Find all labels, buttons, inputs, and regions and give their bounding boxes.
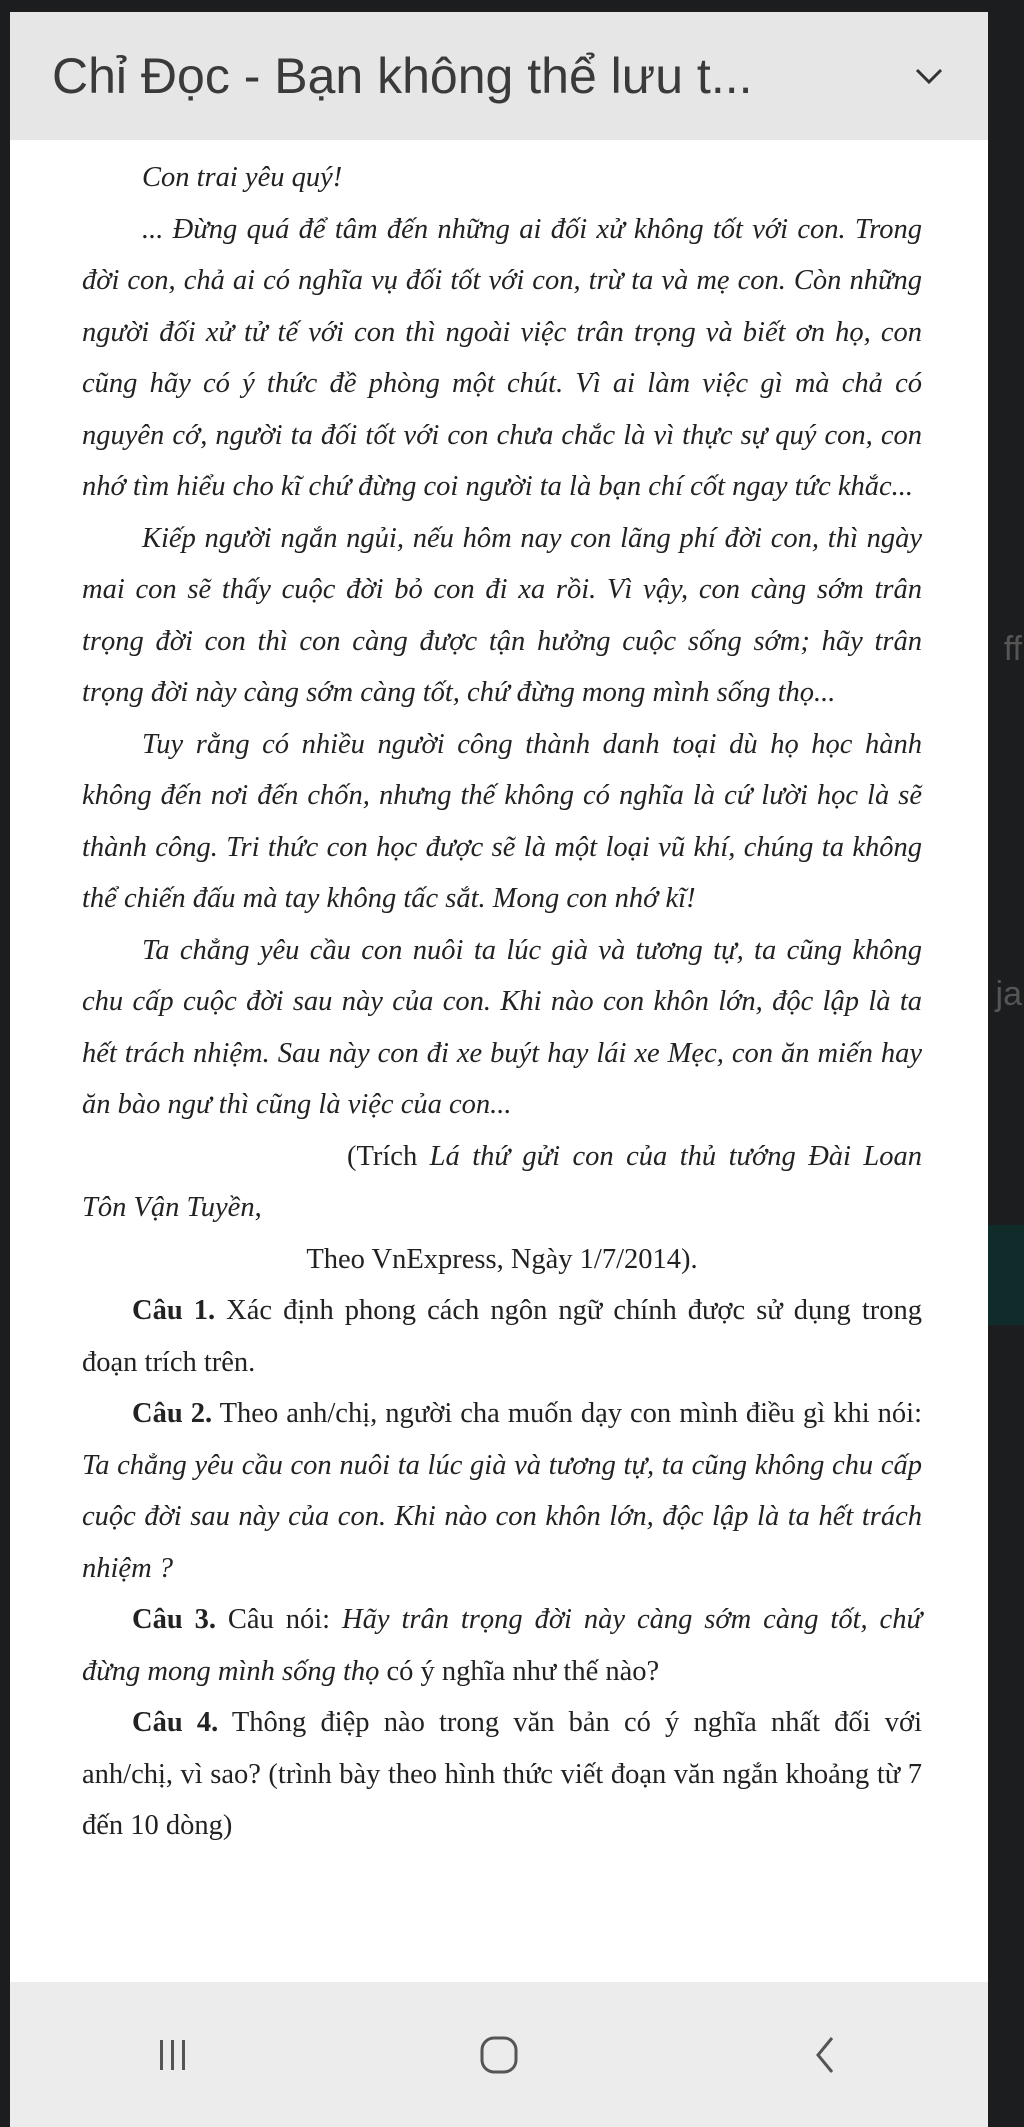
source-publisher: Theo VnExpress, Ngày 1/7/2014).: [306, 1243, 698, 1275]
question-text: Xác định phong cách ngôn ngữ chính được sử dụng trong đoạn trích trên.: [82, 1295, 922, 1378]
paragraph: Ta chẳng yêu cầu con nuôi ta lúc già và tương tự, ta cũng không chu cấp cuộc đời sau này của con. Khi nào con khôn lớn, độc lập là ta hết trách nhiệm. Sau này con đi xe buýt hay lái xe Mẹc, con ăn miến hay ăn bào ngư thì cũng là việc của con...: [82, 934, 922, 1120]
question-text: có ý nghĩa như thế nào?: [379, 1655, 660, 1687]
source-work: Lá thứ gửi con của thủ tướng Đài Loan Tôn Vận Tuyền: [82, 1140, 922, 1223]
document-body: [82, 152, 922, 1852]
recent-apps-icon[interactable]: [133, 2015, 213, 2095]
source-citation: [82, 1131, 922, 1234]
greeting: Con trai yêu quý!: [142, 162, 343, 193]
question-text: Theo anh/chị, người cha muốn dạy con mình điều gì khi nói:: [212, 1398, 922, 1429]
paragraph: Tuy rằng có nhiều người công thành danh toại dù họ học hành không đến nơi đến chốn, nhưng thế không có nghĩa là cứ lười học là sẽ thành công. Tri thức con học được sẽ là một loại vũ khí, chúng ta không thể chiến đấu mà tay không tấc sắt. Mong con nhớ kĩ!: [82, 728, 922, 914]
question-2: [82, 1388, 922, 1594]
background-text-fragment: ff: [1003, 630, 1022, 668]
question-1: [82, 1285, 922, 1388]
question-quote: Hãy trân trọng đời này càng sớm càng tốt, chứ đừng mong mình sống thọ: [82, 1604, 922, 1687]
document-title: Chỉ Đọc - Bạn không thể lưu t...: [52, 48, 753, 104]
question-label: Câu 4.: [132, 1707, 219, 1738]
paragraph: Kiếp người ngắn ngủi, nếu hôm nay con lãng phí đời con, thì ngày mai con sẽ thấy cuộc đời bỏ con đi xa rồi. Vì vậy, con càng sớm trân trọng đời con thì con càng được tận hưởng cuộc sống sớm; hãy trân trọng đời này càng sớm càng tốt, chứ đừng mong mình sống thọ...: [82, 522, 922, 708]
question-text: Câu nói:: [216, 1604, 343, 1635]
chevron-down-icon[interactable]: [912, 59, 946, 93]
document-viewer: [10, 12, 988, 2127]
question-4: [82, 1697, 922, 1852]
question-quote: Ta chẳng yêu cầu con nuôi ta lúc già và tương tự, ta cũng không chu cấp cuộc đời sau này của con. Khi nào con khôn lớn, độc lập là ta hết trách nhiệm ?: [82, 1449, 922, 1584]
question-3: [82, 1594, 922, 1697]
title-bar: [10, 12, 988, 140]
question-label: Câu 1.: [132, 1295, 216, 1326]
paragraph: ... Đừng quá để tâm đến những ai đối xử không tốt với con. Trong đời con, chả ai có nghĩa vụ đối tốt với con, trừ ta và mẹ con. Còn những người đối xử tử tế với con thì ngoài việc trân trọng và biết ơn họ, con cũng hãy có ý thức đề phòng một chút. Vì ai làm việc gì mà chả có nguyên cớ, người ta đối tốt với con chưa chắc là vì thực sự quý con, con nhớ tìm hiểu cho kĩ chứ đừng coi người ta là bạn chí cốt ngay tức khắc...: [82, 213, 922, 502]
source-suffix: ,: [254, 1192, 262, 1223]
question-text: Thông điệp nào trong văn bản có ý nghĩa nhất đối với anh/chị, vì sao? (trình bày theo hình thức viết đoạn văn ngắn khoảng từ 7 đến 10 dòng): [82, 1707, 923, 1841]
navigation-bar: [10, 1982, 988, 2127]
question-label: Câu 3.: [132, 1604, 216, 1635]
back-icon[interactable]: [785, 2015, 865, 2095]
home-icon[interactable]: [459, 2015, 539, 2095]
background-text-fragment: ja: [995, 975, 1022, 1013]
background-stripe: [988, 1225, 1024, 1325]
source-prefix: (Trích: [347, 1140, 430, 1172]
question-label: Câu 2.: [132, 1398, 213, 1429]
